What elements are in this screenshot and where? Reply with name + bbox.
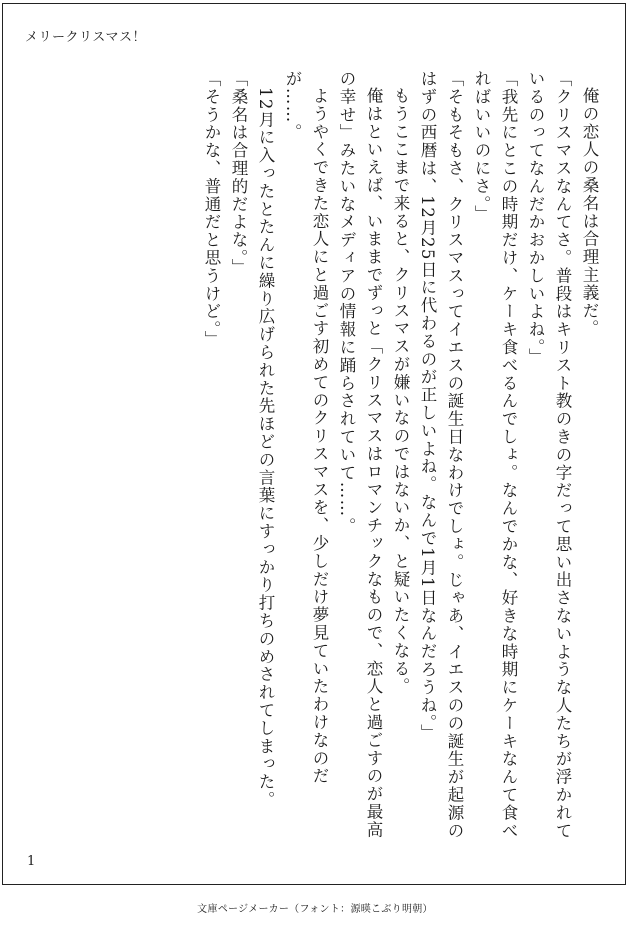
paragraph: 「桑名は合理的だよな。」	[229, 70, 248, 277]
paragraph: 「クリスマスなんてさ。普段はキリスト教のきの字だって思い出さないような人たちが浮かれているのってなんだかおかしいよね。」	[526, 70, 572, 840]
paragraph: もうここまで来ると、クリスマスが嫌いなのではないか、と疑いたくなる。	[391, 86, 410, 696]
paragraph: 「我先にとこの時期だけ、ケーキ食べるんでしょ。なんでかな、好きな時期にケーキなんて食べればいいのにさ。」	[472, 70, 518, 840]
footer-credit: 文庫ページメーカー（フォント：源暎こぶり明朝）	[197, 904, 433, 915]
paragraph: 12月に入ったとたんに繰り広げられた先ほどの言葉にすっかり打ちのめされてしまった。	[256, 86, 275, 809]
paragraph: 「そもそもさ、クリスマスってイエスの誕生日なわけでしょ。じゃあ、イエスのの誕生が起源のはずの西暦は、12月25日に代わるのが正しいよね。なんで1月1日なんだろうね。」	[418, 70, 464, 840]
page-frame	[2, 3, 626, 885]
paragraph: 「そうかな、普通だと思うけど。」	[202, 70, 221, 349]
paragraph: 俺の恋人の桑名は合理主義だ。	[580, 86, 599, 338]
body-text	[43, 70, 603, 840]
paragraph: ようやくできた恋人にと過ごす初めてのクリスマスを、少しだけ夢見ていたわけなのだが……。	[283, 70, 329, 785]
page-number: 1	[27, 854, 36, 869]
paragraph: 俺はといえば、いままでずっと「クリスマスはロマンチックなもので、恋人と過ごすのが最高の幸せ」みたいなメディアの情報に踊らされていて……。	[337, 70, 383, 839]
page-title: メリークリスマス！	[25, 30, 146, 45]
